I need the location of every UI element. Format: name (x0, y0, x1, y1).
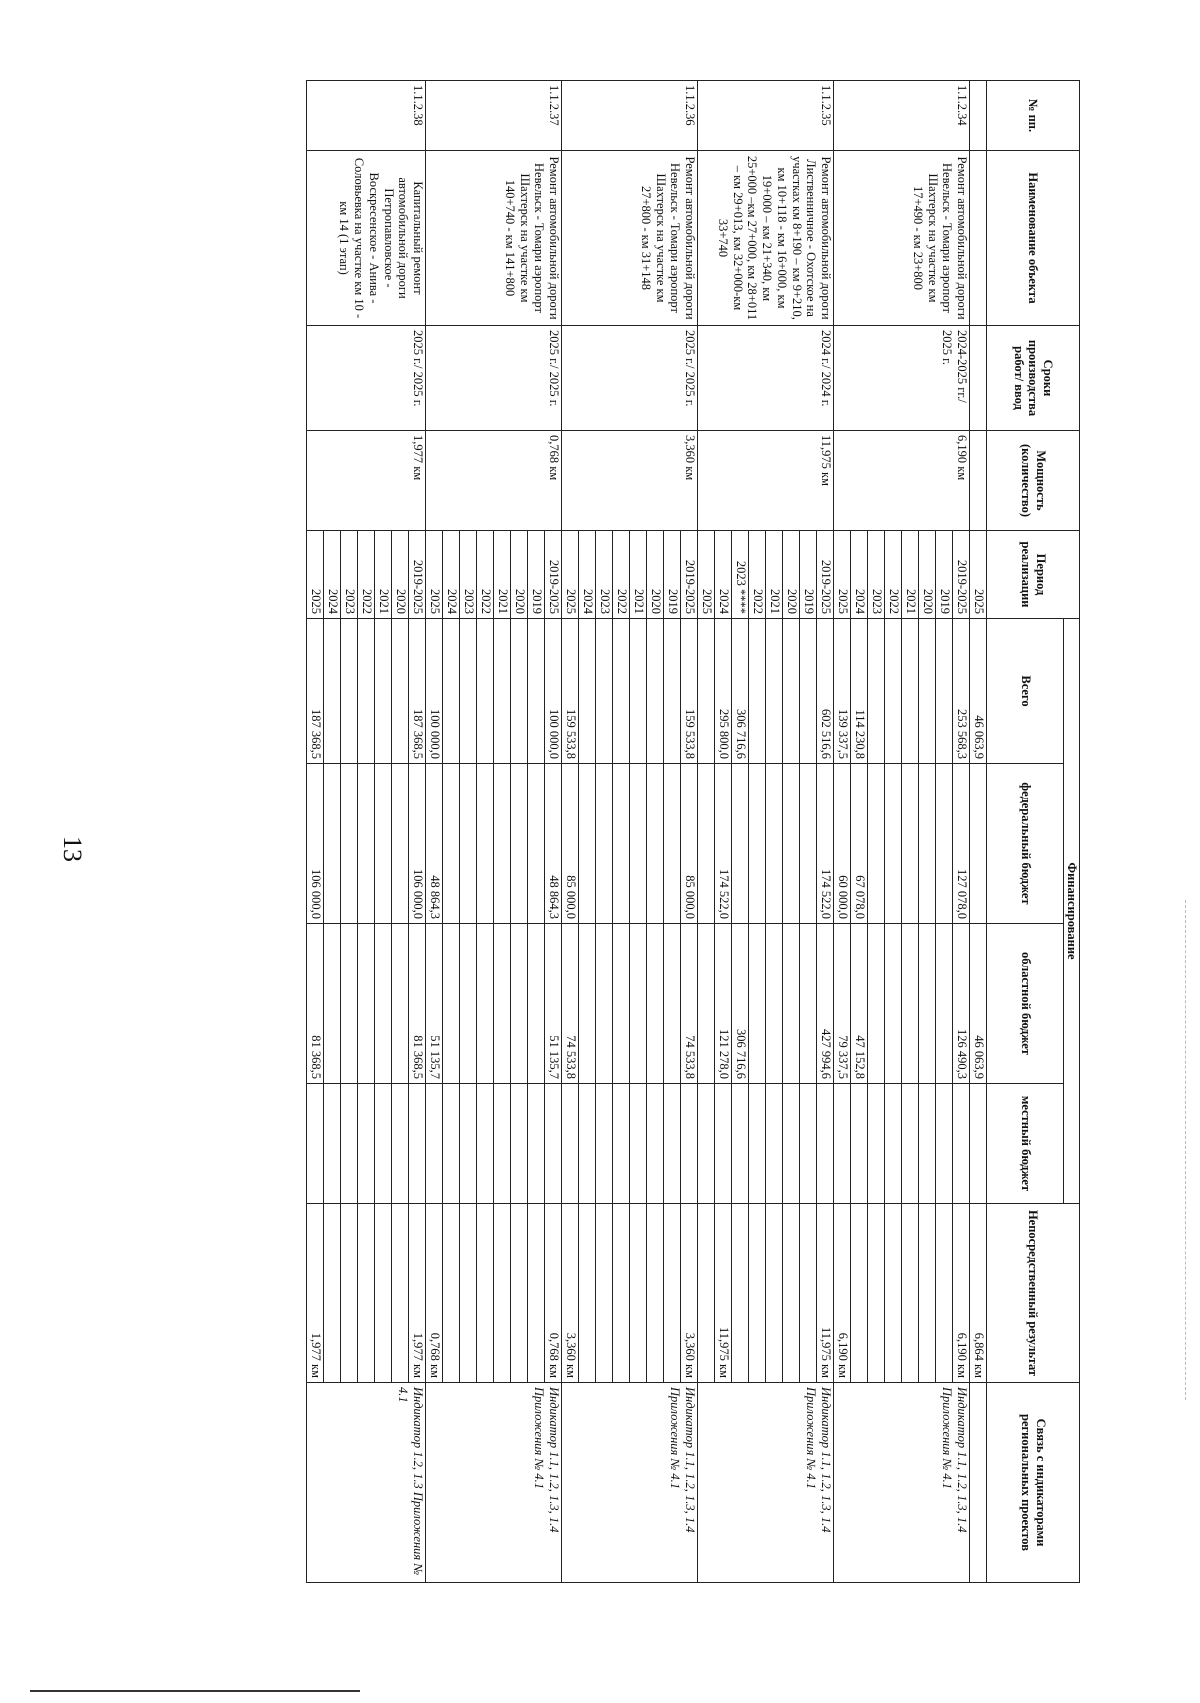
cell-federal (341, 764, 358, 924)
cell-federal: 174 522,0 (715, 764, 732, 924)
header-name: Наименование объекта (987, 151, 1080, 326)
cell-local (545, 1084, 562, 1204)
cell-result: 0,768 км (545, 1204, 562, 1383)
cell-total (494, 619, 511, 764)
cell-local (732, 1084, 749, 1204)
cell-local (426, 1084, 443, 1204)
cell-capacity: 1,977 км (307, 431, 426, 531)
table-row (681, 81, 698, 1583)
cell-local (919, 1084, 936, 1204)
cell-local (630, 1084, 647, 1204)
cell-local (341, 1084, 358, 1204)
cell-federal (494, 764, 511, 924)
cell-result (392, 1204, 409, 1383)
header-capacity: Мощность (количество) (987, 431, 1080, 531)
cell-total: 159 533,8 (681, 619, 698, 764)
cell-link: Индикатор 1.1, 1.2, 1.3, 1.4 Приложения № 4.1 (426, 1383, 562, 1583)
cell-local (511, 1084, 528, 1204)
cell-local (307, 1084, 324, 1204)
scan-edge-dots (1184, 900, 1186, 1400)
cell-name: Ремонт автомобильной дороги Невельск - Томари аэропорт Шахтерск на участке км 17+490 - км 23+800 (834, 151, 970, 326)
table-row (970, 81, 987, 1583)
cell-regional (443, 924, 460, 1084)
cell-result: 6,190 км (953, 1204, 970, 1383)
cell-year: 2020 (647, 531, 664, 619)
cell-federal (392, 764, 409, 924)
cell-federal (647, 764, 664, 924)
financing-table (306, 80, 1080, 1583)
header-period: Период реализации (987, 531, 1080, 619)
cell-regional (885, 924, 902, 1084)
cell-federal (443, 764, 460, 924)
cell-federal (579, 764, 596, 924)
cell-year: 2023 (868, 531, 885, 619)
cell-regional (375, 924, 392, 1084)
cell-total: 100 000,0 (545, 619, 562, 764)
cell-name: Ремонт автомобильной дороги Лиственничное - Охотское на участках км 8+190 – км 9+210, км 10+118 - км 16+000, км 19+000 – км 21+340, км 25+000 –км 27+000, км 28+011 – км 29+013, км 32+000-км 33+740 (698, 151, 834, 326)
cell-local (409, 1084, 426, 1204)
cell-capacity: 0,768 км (426, 431, 562, 531)
cell-year: 2025 (307, 531, 324, 619)
cell-total (749, 619, 766, 764)
cell-result (851, 1204, 868, 1383)
cell-link: Индикатор 1.2, 1.3 Приложения № 4.1 (307, 1383, 426, 1583)
cell-federal (511, 764, 528, 924)
cell-regional (902, 924, 919, 1084)
cell-regional (664, 924, 681, 1084)
cell-year: 2024 (851, 531, 868, 619)
cell-local (528, 1084, 545, 1204)
cell-result (800, 1204, 817, 1383)
cell-local (494, 1084, 511, 1204)
cell-total (324, 619, 341, 764)
cell-total: 306 716,6 (732, 619, 749, 764)
cell-regional (392, 924, 409, 1084)
cell-federal (732, 764, 749, 924)
cell-regional (358, 924, 375, 1084)
cell-regional: 51 135,7 (545, 924, 562, 1084)
cell-year: 2025 (426, 531, 443, 619)
cell-local (460, 1084, 477, 1204)
cell-num: 1.1.2.35 (698, 81, 834, 151)
cell-federal: 67 078,0 (851, 764, 868, 924)
cell-total (766, 619, 783, 764)
cell-regional (613, 924, 630, 1084)
cell-regional: 306 716,6 (732, 924, 749, 1084)
cell-federal: 85 000,0 (681, 764, 698, 924)
cell-regional (766, 924, 783, 1084)
cell-total: 187 368,5 (409, 619, 426, 764)
cell-regional (494, 924, 511, 1084)
cell-regional: 46 063,9 (970, 924, 987, 1084)
cell-total (579, 619, 596, 764)
cell-result (868, 1204, 885, 1383)
cell-federal (749, 764, 766, 924)
cell-total: 602 516,6 (817, 619, 834, 764)
cell-result: 6,190 км (834, 1204, 851, 1383)
cell-year: 2019 (800, 531, 817, 619)
cell-year: 2021 (630, 531, 647, 619)
page-number-text: 13 (58, 835, 87, 862)
cell-local (868, 1084, 885, 1204)
cell-year: 2023 (460, 531, 477, 619)
table-header (987, 81, 1080, 1583)
cell-total (800, 619, 817, 764)
cell-regional (324, 924, 341, 1084)
cell-federal (698, 764, 715, 924)
cell-total (613, 619, 630, 764)
cell-federal (375, 764, 392, 924)
cell-num: 1.1.2.34 (834, 81, 970, 151)
cell-year: 2023 **** (732, 531, 749, 619)
cell-local (817, 1084, 834, 1204)
cell-regional (579, 924, 596, 1084)
cell-local (851, 1084, 868, 1204)
cell-link (970, 1383, 987, 1583)
cell-federal (885, 764, 902, 924)
cell-year: 2025 (698, 531, 715, 619)
cell-regional (698, 924, 715, 1084)
cell-result (749, 1204, 766, 1383)
cell-capacity: 6,190 км (834, 431, 970, 531)
cell-result (341, 1204, 358, 1383)
cell-year: 2024 (715, 531, 732, 619)
table-row (953, 81, 970, 1583)
cell-total (375, 619, 392, 764)
cell-federal (324, 764, 341, 924)
cell-year: 2023 (341, 531, 358, 619)
cell-result (528, 1204, 545, 1383)
cell-dates: 2025 г./ 2025 г. (562, 326, 698, 431)
cell-result (698, 1204, 715, 1383)
cell-federal (766, 764, 783, 924)
cell-dates: 2025 г./ 2025 г. (307, 326, 426, 431)
cell-federal (477, 764, 494, 924)
header-link: Связь с индикаторами региональных проектов (987, 1383, 1080, 1583)
cell-year: 2019 (664, 531, 681, 619)
cell-federal (919, 764, 936, 924)
cell-total (358, 619, 375, 764)
cell-result (358, 1204, 375, 1383)
cell-total: 100 000,0 (426, 619, 443, 764)
cell-local (681, 1084, 698, 1204)
cell-year: 2019-2025 (409, 531, 426, 619)
cell-total (698, 619, 715, 764)
cell-result (630, 1204, 647, 1383)
cell-regional: 81 368,5 (409, 924, 426, 1084)
cell-total (902, 619, 919, 764)
cell-local (834, 1084, 851, 1204)
cell-local (443, 1084, 460, 1204)
cell-regional (783, 924, 800, 1084)
cell-federal (783, 764, 800, 924)
cell-federal (868, 764, 885, 924)
table-row (817, 81, 834, 1583)
cell-regional (511, 924, 528, 1084)
cell-local (392, 1084, 409, 1204)
cell-federal (902, 764, 919, 924)
cell-result (902, 1204, 919, 1383)
cell-year: 2022 (358, 531, 375, 619)
cell-local (562, 1084, 579, 1204)
cell-result (443, 1204, 460, 1383)
cell-result (919, 1204, 936, 1383)
cell-dates: 2024-2025 гг./ 2025 г. (834, 326, 970, 431)
cell-result: 11,975 км (715, 1204, 732, 1383)
cell-capacity: 11,975 км (698, 431, 834, 531)
cell-federal (358, 764, 375, 924)
cell-regional (477, 924, 494, 1084)
cell-total (511, 619, 528, 764)
cell-result (511, 1204, 528, 1383)
cell-federal: 106 000,0 (307, 764, 324, 924)
cell-num: 1.1.2.36 (562, 81, 698, 151)
cell-total (936, 619, 953, 764)
cell-year: 2020 (392, 531, 409, 619)
cell-year: 2019 (528, 531, 545, 619)
cell-federal: 106 000,0 (409, 764, 426, 924)
cell-result (783, 1204, 800, 1383)
cell-year: 2024 (579, 531, 596, 619)
cell-federal (460, 764, 477, 924)
cell-result (579, 1204, 596, 1383)
header-local: местный бюджет (987, 1084, 1064, 1204)
cell-total: 295 800,0 (715, 619, 732, 764)
cell-year: 2025 (562, 531, 579, 619)
cell-dates: 2025 г./ 2025 г. (426, 326, 562, 431)
header-financing: Финансирование (1064, 619, 1080, 1204)
header-regional: областной бюджет (987, 924, 1064, 1084)
cell-regional (596, 924, 613, 1084)
cell-total (885, 619, 902, 764)
header-num: № пп. (987, 81, 1080, 151)
cell-federal: 48 864,3 (545, 764, 562, 924)
cell-result (477, 1204, 494, 1383)
cell-regional (749, 924, 766, 1084)
cell-link: Индикатор 1.1, 1.2, 1.3, 1.4 Приложения № 4.1 (834, 1383, 970, 1583)
cell-local (902, 1084, 919, 1204)
cell-result: 0,768 км (426, 1204, 443, 1383)
cell-total (647, 619, 664, 764)
cell-regional (936, 924, 953, 1084)
cell-federal: 127 078,0 (953, 764, 970, 924)
cell-regional (919, 924, 936, 1084)
cell-regional: 79 337,5 (834, 924, 851, 1084)
cell-total (664, 619, 681, 764)
table-container (180, 80, 1080, 1582)
header-result: Непосредственный результат (987, 1204, 1080, 1383)
cell-year: 2025 (970, 531, 987, 619)
cell-local (477, 1084, 494, 1204)
cell-total: 46 063,9 (970, 619, 987, 764)
cell-regional: 51 135,7 (426, 924, 443, 1084)
cell-year: 2022 (477, 531, 494, 619)
cell-name (970, 151, 987, 326)
cell-local (579, 1084, 596, 1204)
cell-year: 2019 (936, 531, 953, 619)
header-dates: Сроки производства работ/ ввод (987, 326, 1080, 431)
cell-local (647, 1084, 664, 1204)
cell-federal: 48 864,3 (426, 764, 443, 924)
cell-total: 139 337,5 (834, 619, 851, 764)
cell-year: 2019-2025 (545, 531, 562, 619)
cell-total: 253 568,3 (953, 619, 970, 764)
cell-year: 2021 (902, 531, 919, 619)
cell-total: 159 533,8 (562, 619, 579, 764)
cell-local (936, 1084, 953, 1204)
cell-federal (800, 764, 817, 924)
cell-year: 2023 (596, 531, 613, 619)
cell-regional (647, 924, 664, 1084)
page-number (52, 0, 92, 1703)
cell-federal: 60 000,0 (834, 764, 851, 924)
cell-num: 1.1.2.37 (426, 81, 562, 151)
cell-name: Ремонт автомобильной дороги Невельск - Томари аэропорт Шахтерск на участке км 140+740 - км 141+800 (426, 151, 562, 326)
table-body (307, 81, 987, 1583)
cell-total (460, 619, 477, 764)
cell-federal (664, 764, 681, 924)
cell-year: 2025 (834, 531, 851, 619)
cell-result (613, 1204, 630, 1383)
cell-result: 6,864 км (970, 1204, 987, 1383)
cell-name: Ремонт автомобильной дороги Невельск - Томари аэропорт Шахтерск на участке км 27+800 - км 31+148 (562, 151, 698, 326)
cell-result (647, 1204, 664, 1383)
rotated-table-frame (180, 80, 1080, 1582)
cell-federal (528, 764, 545, 924)
cell-regional (341, 924, 358, 1084)
header-federal: федеральный бюджет (987, 764, 1064, 924)
cell-total (443, 619, 460, 764)
cell-year: 2022 (885, 531, 902, 619)
cell-result (936, 1204, 953, 1383)
cell-total (630, 619, 647, 764)
cell-local (749, 1084, 766, 1204)
cell-local (613, 1084, 630, 1204)
cell-regional (528, 924, 545, 1084)
cell-result: 3,360 км (681, 1204, 698, 1383)
cell-local (800, 1084, 817, 1204)
cell-local (953, 1084, 970, 1204)
cell-total (528, 619, 545, 764)
cell-result: 11,975 км (817, 1204, 834, 1383)
cell-year: 2019-2025 (817, 531, 834, 619)
cell-result (324, 1204, 341, 1383)
cell-federal: 85 000,0 (562, 764, 579, 924)
cell-result (494, 1204, 511, 1383)
cell-regional: 47 152,8 (851, 924, 868, 1084)
cell-regional (800, 924, 817, 1084)
cell-result (766, 1204, 783, 1383)
cell-total (783, 619, 800, 764)
cell-year: 2021 (375, 531, 392, 619)
cell-federal: 174 522,0 (817, 764, 834, 924)
cell-year: 2024 (443, 531, 460, 619)
cell-result (460, 1204, 477, 1383)
cell-total (596, 619, 613, 764)
cell-result (732, 1204, 749, 1383)
cell-result (664, 1204, 681, 1383)
cell-link: Индикатор 1.1, 1.2, 1.3, 1.4 Приложения № 4.1 (562, 1383, 698, 1583)
cell-year: 2020 (919, 531, 936, 619)
cell-regional (460, 924, 477, 1084)
cell-total (919, 619, 936, 764)
cell-year: 2022 (749, 531, 766, 619)
cell-regional: 74 533,8 (681, 924, 698, 1084)
cell-regional: 74 533,8 (562, 924, 579, 1084)
cell-regional (868, 924, 885, 1084)
header-total: Всего (987, 619, 1064, 764)
cell-local (970, 1084, 987, 1204)
cell-year: 2021 (494, 531, 511, 619)
cell-link: Индикатор 1.1, 1.2, 1.3, 1.4 Приложения № 4.1 (698, 1383, 834, 1583)
cell-capacity (970, 431, 987, 531)
cell-local (358, 1084, 375, 1204)
cell-year: 2021 (766, 531, 783, 619)
cell-capacity: 3,360 км (562, 431, 698, 531)
cell-result (596, 1204, 613, 1383)
cell-dates: 2024 г./ 2024 г. (698, 326, 834, 431)
cell-regional (630, 924, 647, 1084)
cell-year: 2020 (783, 531, 800, 619)
cell-result: 3,360 км (562, 1204, 579, 1383)
cell-regional: 81 368,5 (307, 924, 324, 1084)
cell-local (324, 1084, 341, 1204)
cell-federal (936, 764, 953, 924)
cell-year: 2019-2025 (681, 531, 698, 619)
cell-num (970, 81, 987, 151)
cell-result: 1,977 км (307, 1204, 324, 1383)
cell-result (885, 1204, 902, 1383)
cell-local (375, 1084, 392, 1204)
cell-total (477, 619, 494, 764)
cell-dates (970, 326, 987, 431)
table-row (409, 81, 426, 1583)
cell-total: 187 368,5 (307, 619, 324, 764)
cell-name: Капитальный ремонт автомобильной дороги Петропавловское - Воскресенское - Анива - Соловьевка на участке км 10 - км 14 (1 этап) (307, 151, 426, 326)
cell-total (341, 619, 358, 764)
cell-total (392, 619, 409, 764)
cell-total: 114 230,8 (851, 619, 868, 764)
cell-local (715, 1084, 732, 1204)
cell-regional: 126 490,3 (953, 924, 970, 1084)
cell-num: 1.1.2.38 (307, 81, 426, 151)
cell-local (885, 1084, 902, 1204)
cell-federal (596, 764, 613, 924)
cell-year: 2024 (324, 531, 341, 619)
cell-year: 2020 (511, 531, 528, 619)
cell-regional: 121 278,0 (715, 924, 732, 1084)
cell-local (698, 1084, 715, 1204)
cell-local (596, 1084, 613, 1204)
table-row (545, 81, 562, 1583)
cell-federal (970, 764, 987, 924)
cell-total (868, 619, 885, 764)
cell-regional: 427 994,6 (817, 924, 834, 1084)
scan-edge-line (30, 1690, 360, 1692)
cell-local (783, 1084, 800, 1204)
cell-local (664, 1084, 681, 1204)
cell-result: 1,977 км (409, 1204, 426, 1383)
cell-year: 2019-2025 (953, 531, 970, 619)
cell-local (766, 1084, 783, 1204)
cell-result (375, 1204, 392, 1383)
cell-year: 2022 (613, 531, 630, 619)
cell-federal (613, 764, 630, 924)
cell-federal (630, 764, 647, 924)
